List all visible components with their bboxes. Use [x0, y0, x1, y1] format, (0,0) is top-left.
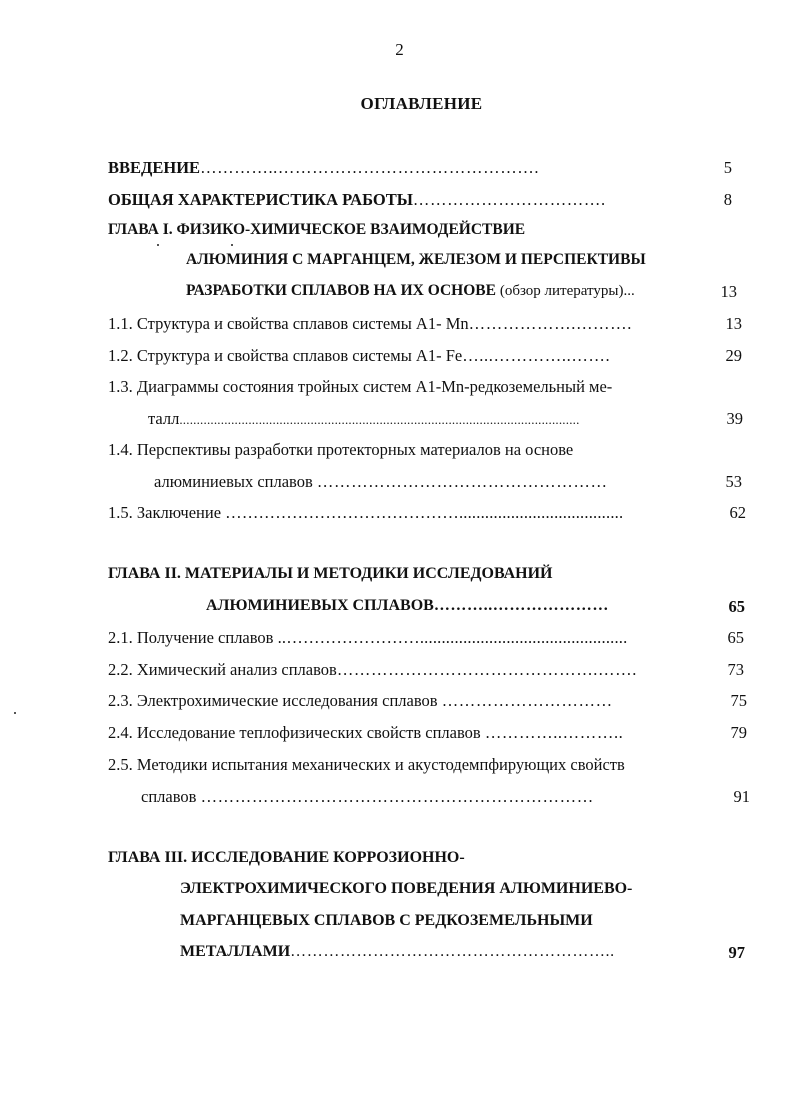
toc-entry-text: 2.3. Электрохимические исследования сплавов: [108, 691, 438, 710]
chapter-3-line-1[interactable]: ГЛАВА III. ИССЛЕДОВАНИЕ КОРРОЗИОННО-: [108, 849, 465, 866]
leader-dots: ……………….……….: [468, 314, 632, 333]
page-number: 2: [395, 40, 404, 59]
chapter-note: (обзор литературы)...: [499, 283, 635, 299]
toc-entry-1-4[interactable]: 1.4. Перспективы разработки протекторных материалов на основе: [108, 440, 574, 459]
toc-entry-text: 2.2. Химический анализ сплавов: [108, 660, 337, 679]
toc-entry-text: талл: [148, 409, 180, 428]
toc-entry-text: 2.1. Получение сплавов: [108, 628, 274, 647]
chapter-1-line-2: АЛЮМИНИЯ С МАРГАНЦЕМ, ЖЕЛЕЗОМ И ПЕРСПЕКТИВЫ: [186, 251, 646, 268]
toc-page: 5: [723, 158, 732, 177]
toc-entry-1-4-line-2: [154, 472, 608, 492]
toc-entry-text: ОБЩАЯ ХАРАКТЕРИСТИКА РАБОТЫ: [108, 190, 413, 209]
chapter-2-line-1[interactable]: ГЛАВА II. МАТЕРИАЛЫ И МЕТОДИКИ ИССЛЕДОВАНИЙ: [108, 565, 553, 582]
chapter-3-line-2: ЭЛЕКТРОХИМИЧЕСКОГО ПОВЕДЕНИЯ АЛЮМИНИЕВО-: [180, 880, 633, 897]
toc-page: 29: [725, 346, 742, 365]
toc-page: 65: [728, 597, 745, 616]
toc-page: 91: [733, 787, 750, 806]
toc-page: 8: [723, 190, 732, 209]
toc-entry-2-3[interactable]: [108, 691, 613, 711]
leader-dots: …………………………………………………..: [290, 943, 615, 960]
toc-page: 73: [727, 660, 744, 679]
toc-entry-2-5[interactable]: 2.5. Методики испытания механических и акустодемпфирующих свойств: [108, 755, 625, 774]
toc-page: 97: [728, 943, 745, 962]
toc-page: 79: [730, 723, 747, 742]
toc-entry-text: сплавов: [141, 787, 197, 806]
leader-dots: …………………………….: [412, 190, 606, 209]
toc-page: 13: [720, 282, 737, 301]
leader-dots: …...…………..…….: [462, 346, 611, 365]
leader-dots: ..……………………................................................: [277, 628, 628, 647]
scan-mark: [231, 244, 233, 246]
toc-entry-text: алюминиевых сплавов: [154, 472, 313, 491]
toc-entry-text: МЕТАЛЛАМИ: [180, 943, 291, 960]
toc-entry-text: 1.5. Заключение: [108, 503, 222, 522]
toc-page: 39: [726, 409, 743, 428]
leader-dots: …………..……………………………………….: [200, 158, 540, 177]
toc-entry-1-1[interactable]: [108, 314, 632, 334]
toc-entry-2-4[interactable]: [108, 723, 623, 743]
toc-entry-2-5-line-2: [141, 787, 594, 807]
leader-dots: ……………………………………….…….: [336, 660, 637, 679]
toc-entry-text: РАЗРАБОТКИ СПЛАВОВ НА ИХ ОСНОВЕ: [186, 282, 496, 299]
toc-entry-1-2[interactable]: [108, 346, 610, 366]
chapter-1-line-1[interactable]: ГЛАВА I. ФИЗИКО-ХИМИЧЕСКОЕ ВЗАИМОДЕЙСТВИЕ: [108, 221, 526, 238]
toc-page: 53: [725, 472, 742, 491]
toc-entry-text: 1.2. Структура и свойства сплавов системы А1- Fe: [108, 346, 463, 365]
chapter-3-line-3: МАРГАНЦЕВЫХ СПЛАВОВ С РЕДКОЗЕМЕЛЬНЫМИ: [180, 912, 593, 929]
leader-dots: ....................................................................................................................: [179, 412, 580, 427]
toc-entry-text: АЛЮМИНИЕВЫХ СПЛАВОВ: [206, 597, 434, 614]
leader-dots: ……………………………………………………………: [200, 787, 594, 806]
toc-entry-2-2[interactable]: [108, 660, 637, 680]
toc-page: 65: [727, 628, 744, 647]
scan-mark: [14, 712, 16, 714]
leader-dots: ……………………………………......................................: [225, 503, 624, 522]
page-title: ОГЛАВЛЕНИЕ: [360, 94, 483, 113]
toc-page: 13: [725, 314, 742, 333]
toc-entry-2-1[interactable]: [108, 628, 678, 648]
toc-entry-text: 1.1. Структура и свойства сплавов системы А1- Мn: [108, 314, 469, 333]
chapter-2-line-2: [206, 597, 609, 615]
toc-entry-text: 2.4. Исследование теплофизических свойств сплавов: [108, 723, 481, 742]
toc-entry-introduction[interactable]: [108, 158, 539, 178]
scan-mark: [157, 244, 159, 246]
toc-entry-overview[interactable]: [108, 190, 606, 210]
leader-dots: ……………………………………………: [316, 472, 608, 491]
toc-entry-1-3-line-2: [148, 409, 693, 429]
toc-page: 62: [729, 503, 746, 522]
toc-page: 75: [730, 691, 747, 710]
chapter-1-line-3: [186, 282, 635, 300]
toc-entry-1-3[interactable]: 1.3. Диаграммы состояния тройных систем А1-Mn-редкоземельный ме-: [108, 377, 613, 396]
toc-entry-text: ВВЕДЕНИЕ: [108, 158, 201, 177]
leader-dots: …………..………..: [484, 723, 624, 742]
chapter-3-line-4: [180, 943, 615, 961]
leader-dots: ………..…………………: [433, 597, 610, 614]
toc-entry-1-5[interactable]: [108, 503, 693, 523]
leader-dots: …………………………: [441, 691, 613, 710]
